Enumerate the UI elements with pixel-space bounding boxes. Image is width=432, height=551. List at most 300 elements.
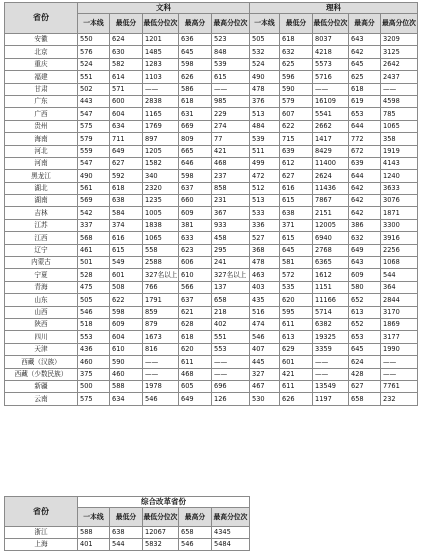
science-value-cell: 658 bbox=[349, 393, 381, 405]
arts-min-rank-header: 最低分位次 bbox=[143, 14, 179, 34]
arts-value-cell: 665 bbox=[179, 145, 212, 157]
arts-value-cell: 461 bbox=[78, 244, 110, 256]
main-table-body bbox=[5, 34, 418, 406]
arts-value-cell: 579 bbox=[78, 133, 110, 145]
table-row bbox=[5, 318, 418, 330]
arts-value-cell: 539 bbox=[212, 58, 250, 70]
science-value-cell: 609 bbox=[349, 269, 381, 281]
reform-value-cell: 401 bbox=[78, 539, 110, 551]
table-row bbox=[5, 157, 418, 169]
arts-value-cell: 633 bbox=[179, 232, 212, 244]
science-value-cell: 627 bbox=[280, 170, 313, 182]
arts-value-cell: 468 bbox=[179, 368, 212, 380]
arts-value-cell: 660 bbox=[179, 195, 212, 207]
science-value-cell: —— bbox=[313, 356, 349, 368]
arts-value-cell: 649 bbox=[179, 393, 212, 405]
province-cell: 青海 bbox=[5, 281, 78, 293]
reform-first-tier-line-header: 一本线 bbox=[78, 508, 110, 527]
science-value-cell: 772 bbox=[349, 133, 381, 145]
arts-value-cell: 615 bbox=[110, 244, 143, 256]
science-value-cell: 527 bbox=[250, 232, 280, 244]
science-value-cell: 601 bbox=[280, 356, 313, 368]
science-value-cell: 478 bbox=[250, 83, 280, 95]
science-value-cell: 1197 bbox=[313, 393, 349, 405]
arts-value-cell: 571 bbox=[110, 83, 143, 95]
science-value-cell: 474 bbox=[250, 318, 280, 330]
arts-value-cell: 582 bbox=[110, 58, 143, 70]
science-value-cell: 3300 bbox=[381, 219, 418, 231]
table-row bbox=[5, 219, 418, 231]
reform-value-cell: 638 bbox=[110, 527, 143, 539]
arts-value-cell: 500 bbox=[78, 380, 110, 392]
arts-value-cell: 561 bbox=[78, 182, 110, 194]
arts-value-cell: 2838 bbox=[143, 95, 179, 107]
table-row bbox=[5, 306, 418, 318]
arts-value-cell: 626 bbox=[179, 71, 212, 83]
arts-value-cell: 436 bbox=[78, 343, 110, 355]
arts-value-cell: 546 bbox=[143, 393, 179, 405]
arts-value-cell: 620 bbox=[179, 343, 212, 355]
province-cell: 江苏 bbox=[5, 219, 78, 231]
science-value-cell: 652 bbox=[349, 294, 381, 306]
arts-value-cell: 340 bbox=[143, 170, 179, 182]
arts-value-cell: 475 bbox=[78, 281, 110, 293]
province-cell: 上海 bbox=[5, 539, 78, 551]
science-value-cell: 643 bbox=[349, 257, 381, 269]
science-value-cell: 6940 bbox=[313, 232, 349, 244]
science-value-cell: 613 bbox=[280, 331, 313, 343]
arts-value-cell: 1065 bbox=[143, 232, 179, 244]
arts-value-cell: 542 bbox=[78, 207, 110, 219]
arts-value-cell: 550 bbox=[78, 34, 110, 46]
arts-value-cell: 490 bbox=[78, 170, 110, 182]
province-cell: 宁夏 bbox=[5, 269, 78, 281]
arts-value-cell: 1769 bbox=[143, 120, 179, 132]
arts-value-cell: 1103 bbox=[143, 71, 179, 83]
reform-value-cell: 658 bbox=[179, 527, 212, 539]
arts-value-cell: 611 bbox=[179, 356, 212, 368]
science-value-cell: 3916 bbox=[381, 232, 418, 244]
science-value-cell: 645 bbox=[280, 244, 313, 256]
arts-value-cell: 610 bbox=[179, 269, 212, 281]
table-row bbox=[5, 393, 418, 405]
table-row bbox=[5, 380, 418, 392]
province-cell: 贵州 bbox=[5, 120, 78, 132]
arts-value-cell: 590 bbox=[110, 356, 143, 368]
arts-value-cell: 696 bbox=[212, 380, 250, 392]
arts-value-cell: 622 bbox=[110, 294, 143, 306]
science-first-tier-line-header: 一本线 bbox=[250, 14, 280, 34]
arts-value-cell: 649 bbox=[110, 145, 143, 157]
science-value-cell: 643 bbox=[349, 34, 381, 46]
science-value-cell: 535 bbox=[280, 281, 313, 293]
science-value-cell: 642 bbox=[349, 195, 381, 207]
reform-value-cell: 544 bbox=[110, 539, 143, 551]
science-value-cell: 516 bbox=[250, 306, 280, 318]
arts-value-cell: 598 bbox=[110, 306, 143, 318]
arts-value-cell: 1235 bbox=[143, 195, 179, 207]
arts-value-cell: —— bbox=[143, 356, 179, 368]
science-value-cell: —— bbox=[381, 356, 418, 368]
arts-value-cell: 575 bbox=[78, 120, 110, 132]
arts-value-cell: 766 bbox=[143, 281, 179, 293]
reform-value-cell: 588 bbox=[78, 527, 110, 539]
reform-max-score-header: 最高分 bbox=[179, 508, 212, 527]
science-value-cell: 644 bbox=[349, 120, 381, 132]
arts-value-cell: 588 bbox=[110, 380, 143, 392]
arts-value-cell: 623 bbox=[179, 244, 212, 256]
arts-value-cell: 858 bbox=[212, 182, 250, 194]
arts-value-cell: 636 bbox=[179, 34, 212, 46]
science-value-cell: 16109 bbox=[313, 95, 349, 107]
science-max-rank-header: 最高分位次 bbox=[381, 14, 418, 34]
science-value-cell: 7761 bbox=[381, 380, 418, 392]
science-value-cell: 5541 bbox=[313, 108, 349, 120]
reform-value-cell: 546 bbox=[179, 539, 212, 551]
arts-value-cell: 1165 bbox=[143, 108, 179, 120]
table-row bbox=[5, 368, 418, 380]
table-row bbox=[5, 331, 418, 343]
arts-value-cell: 547 bbox=[78, 108, 110, 120]
science-value-cell: 7867 bbox=[313, 195, 349, 207]
science-value-cell: 572 bbox=[280, 269, 313, 281]
science-value-cell: 6382 bbox=[313, 318, 349, 330]
science-value-cell: 3170 bbox=[381, 306, 418, 318]
arts-value-cell: 1205 bbox=[143, 145, 179, 157]
province-cell: 陕西 bbox=[5, 318, 78, 330]
science-value-cell: 3076 bbox=[381, 195, 418, 207]
science-value-cell: 513 bbox=[250, 108, 280, 120]
table-row bbox=[5, 34, 418, 46]
science-value-cell: 639 bbox=[280, 145, 313, 157]
arts-value-cell: 568 bbox=[78, 232, 110, 244]
science-value-cell: 629 bbox=[280, 343, 313, 355]
arts-value-cell: 505 bbox=[78, 294, 110, 306]
science-value-cell: 653 bbox=[349, 331, 381, 343]
arts-value-cell: 501 bbox=[78, 257, 110, 269]
arts-value-cell: 606 bbox=[179, 257, 212, 269]
arts-value-cell: 645 bbox=[179, 46, 212, 58]
science-value-cell: 627 bbox=[349, 380, 381, 392]
science-value-cell: 595 bbox=[280, 306, 313, 318]
province-cell: 浙江 bbox=[5, 527, 78, 539]
science-value-cell: 625 bbox=[280, 58, 313, 70]
province-cell: 黑龙江 bbox=[5, 170, 78, 182]
science-value-cell: 511 bbox=[250, 145, 280, 157]
arts-value-cell: 546 bbox=[78, 306, 110, 318]
arts-value-cell: 604 bbox=[110, 331, 143, 343]
arts-value-cell: 137 bbox=[212, 281, 250, 293]
arts-value-cell: 638 bbox=[110, 195, 143, 207]
science-value-cell: —— bbox=[381, 368, 418, 380]
science-value-cell: 672 bbox=[349, 145, 381, 157]
science-value-cell: 1068 bbox=[381, 257, 418, 269]
science-value-cell: 386 bbox=[349, 219, 381, 231]
arts-value-cell: 634 bbox=[110, 393, 143, 405]
science-value-cell: 484 bbox=[250, 120, 280, 132]
table-row bbox=[5, 257, 418, 269]
science-value-cell: 463 bbox=[250, 269, 280, 281]
science-value-cell: 581 bbox=[280, 257, 313, 269]
arts-value-cell: —— bbox=[143, 368, 179, 380]
arts-value-cell: 524 bbox=[78, 58, 110, 70]
arts-value-cell: 576 bbox=[78, 46, 110, 58]
science-value-cell: 632 bbox=[280, 46, 313, 58]
science-value-cell: 611 bbox=[280, 380, 313, 392]
province-cell: 内蒙古 bbox=[5, 257, 78, 269]
arts-value-cell: 126 bbox=[212, 393, 250, 405]
arts-value-cell: 1791 bbox=[143, 294, 179, 306]
arts-value-cell: 229 bbox=[212, 108, 250, 120]
reform-province-header: 省份 bbox=[5, 497, 78, 527]
science-value-cell: 612 bbox=[280, 157, 313, 169]
science-value-cell: 645 bbox=[349, 343, 381, 355]
science-value-cell: 625 bbox=[349, 71, 381, 83]
science-value-cell: 653 bbox=[349, 108, 381, 120]
table-row bbox=[5, 244, 418, 256]
province-cell: 西藏（汉族） bbox=[5, 356, 78, 368]
arts-value-cell: 598 bbox=[179, 58, 212, 70]
arts-value-cell: 375 bbox=[78, 368, 110, 380]
science-value-cell: —— bbox=[313, 83, 349, 95]
science-value-cell: 421 bbox=[280, 368, 313, 380]
science-value-cell: 4598 bbox=[381, 95, 418, 107]
science-value-cell: 579 bbox=[280, 95, 313, 107]
science-value-cell: 642 bbox=[349, 207, 381, 219]
table-row bbox=[5, 281, 418, 293]
science-value-cell: 3125 bbox=[381, 46, 418, 58]
science-value-cell: 490 bbox=[250, 71, 280, 83]
reform-value-cell: 5484 bbox=[212, 539, 250, 551]
province-cell: 重庆 bbox=[5, 58, 78, 70]
arts-value-cell: 528 bbox=[78, 269, 110, 281]
arts-value-cell: 616 bbox=[110, 232, 143, 244]
science-value-cell: 371 bbox=[280, 219, 313, 231]
science-value-cell: 1990 bbox=[381, 343, 418, 355]
province-cell: 西藏（少数民族） bbox=[5, 368, 78, 380]
science-value-cell: 2437 bbox=[381, 71, 418, 83]
science-max-score-header: 最高分 bbox=[349, 14, 381, 34]
science-value-cell: 642 bbox=[349, 46, 381, 58]
science-value-cell: 1240 bbox=[381, 170, 418, 182]
arts-value-cell: 231 bbox=[212, 195, 250, 207]
arts-value-cell: 518 bbox=[78, 318, 110, 330]
arts-value-cell: 337 bbox=[78, 219, 110, 231]
science-value-cell: 512 bbox=[250, 182, 280, 194]
arts-value-cell: 859 bbox=[143, 306, 179, 318]
arts-value-cell: 669 bbox=[179, 120, 212, 132]
province-cell: 安徽 bbox=[5, 34, 78, 46]
arts-value-cell: 584 bbox=[110, 207, 143, 219]
science-value-cell: 639 bbox=[349, 157, 381, 169]
arts-value-cell: 295 bbox=[212, 244, 250, 256]
science-value-cell: 467 bbox=[250, 380, 280, 392]
province-cell: 天津 bbox=[5, 343, 78, 355]
admission-scores-table bbox=[4, 2, 418, 406]
arts-value-cell: 618 bbox=[179, 331, 212, 343]
science-value-cell: 607 bbox=[280, 108, 313, 120]
science-value-cell: 1919 bbox=[381, 145, 418, 157]
province-cell: 吉林 bbox=[5, 207, 78, 219]
arts-value-cell: 586 bbox=[179, 83, 212, 95]
reform-group-header: 综合改革省份 bbox=[78, 497, 250, 508]
science-min-score-header: 最低分 bbox=[280, 14, 313, 34]
arts-max-score-header: 最高分 bbox=[179, 14, 212, 34]
arts-value-cell: 1582 bbox=[143, 157, 179, 169]
science-value-cell: 232 bbox=[381, 393, 418, 405]
table-row bbox=[5, 133, 418, 145]
arts-value-cell: 381 bbox=[179, 219, 212, 231]
science-value-cell: —— bbox=[313, 368, 349, 380]
reform-min-rank-header: 最低分位次 bbox=[143, 508, 179, 527]
arts-value-cell: 553 bbox=[212, 343, 250, 355]
science-value-cell: 5714 bbox=[313, 306, 349, 318]
province-cell: 河南 bbox=[5, 157, 78, 169]
arts-value-cell: 592 bbox=[110, 170, 143, 182]
arts-value-cell: 559 bbox=[78, 145, 110, 157]
science-value-cell: 478 bbox=[250, 257, 280, 269]
province-cell: 广东 bbox=[5, 95, 78, 107]
science-value-cell: 539 bbox=[250, 133, 280, 145]
arts-value-cell: 443 bbox=[78, 95, 110, 107]
science-value-cell: 580 bbox=[349, 281, 381, 293]
arts-value-cell: 933 bbox=[212, 219, 250, 231]
science-value-cell: 622 bbox=[280, 120, 313, 132]
science-value-cell: 8429 bbox=[313, 145, 349, 157]
arts-value-cell: 646 bbox=[179, 157, 212, 169]
arts-value-cell: 809 bbox=[179, 133, 212, 145]
science-value-cell: 4218 bbox=[313, 46, 349, 58]
arts-value-cell: 610 bbox=[110, 343, 143, 355]
arts-value-cell: 658 bbox=[212, 294, 250, 306]
arts-value-cell: 551 bbox=[78, 71, 110, 83]
science-value-cell: 327 bbox=[250, 368, 280, 380]
arts-value-cell: 634 bbox=[110, 120, 143, 132]
arts-min-score-header: 最低分 bbox=[110, 14, 143, 34]
science-value-cell: 1871 bbox=[381, 207, 418, 219]
science-value-cell: 642 bbox=[349, 182, 381, 194]
science-value-cell: 435 bbox=[250, 294, 280, 306]
table-row bbox=[5, 46, 418, 58]
arts-value-cell: 274 bbox=[212, 120, 250, 132]
science-value-cell: —— bbox=[381, 83, 418, 95]
science-value-cell: 6365 bbox=[313, 257, 349, 269]
science-value-cell: 785 bbox=[381, 108, 418, 120]
science-value-cell: 611 bbox=[280, 318, 313, 330]
table-row bbox=[5, 120, 418, 132]
table-row bbox=[5, 108, 418, 120]
table-row bbox=[5, 356, 418, 368]
table-row bbox=[5, 294, 418, 306]
province-cell: 山西 bbox=[5, 306, 78, 318]
science-value-cell: 1612 bbox=[313, 269, 349, 281]
reform-max-rank-header: 最高分位次 bbox=[212, 508, 250, 527]
table-row bbox=[5, 343, 418, 355]
science-value-cell: 618 bbox=[280, 34, 313, 46]
science-value-cell: 1065 bbox=[381, 120, 418, 132]
science-value-cell: 615 bbox=[280, 195, 313, 207]
science-value-cell: 403 bbox=[250, 281, 280, 293]
arts-value-cell: 374 bbox=[110, 219, 143, 231]
arts-value-cell: 237 bbox=[212, 170, 250, 182]
science-value-cell: 2844 bbox=[381, 294, 418, 306]
science-value-cell: 644 bbox=[349, 170, 381, 182]
arts-value-cell: 402 bbox=[212, 318, 250, 330]
arts-value-cell: 367 bbox=[212, 207, 250, 219]
science-value-cell: 4143 bbox=[381, 157, 418, 169]
science-group-header: 理科 bbox=[250, 3, 418, 14]
science-value-cell: 626 bbox=[280, 393, 313, 405]
arts-value-cell: 604 bbox=[110, 108, 143, 120]
arts-value-cell: 549 bbox=[110, 257, 143, 269]
science-value-cell: 1151 bbox=[313, 281, 349, 293]
arts-value-cell: 558 bbox=[143, 244, 179, 256]
arts-value-cell: 601 bbox=[110, 269, 143, 281]
arts-first-tier-line-header: 一本线 bbox=[78, 14, 110, 34]
province-cell: 江西 bbox=[5, 232, 78, 244]
table-row bbox=[5, 95, 418, 107]
science-value-cell: 532 bbox=[250, 46, 280, 58]
arts-value-cell: 569 bbox=[78, 195, 110, 207]
arts-value-cell: 609 bbox=[110, 318, 143, 330]
science-value-cell: 530 bbox=[250, 393, 280, 405]
science-value-cell: 428 bbox=[349, 368, 381, 380]
science-value-cell: 2624 bbox=[313, 170, 349, 182]
province-cell: 山东 bbox=[5, 294, 78, 306]
science-value-cell: 407 bbox=[250, 343, 280, 355]
arts-value-cell: 1201 bbox=[143, 34, 179, 46]
science-value-cell: 645 bbox=[349, 58, 381, 70]
province-cell: 新疆 bbox=[5, 380, 78, 392]
arts-value-cell: 458 bbox=[212, 232, 250, 244]
science-value-cell: 376 bbox=[250, 95, 280, 107]
arts-value-cell: 897 bbox=[143, 133, 179, 145]
province-cell: 北京 bbox=[5, 46, 78, 58]
province-cell: 云南 bbox=[5, 393, 78, 405]
science-value-cell: 3177 bbox=[381, 331, 418, 343]
science-value-cell: 632 bbox=[349, 232, 381, 244]
arts-value-cell: 627 bbox=[110, 157, 143, 169]
science-value-cell: 445 bbox=[250, 356, 280, 368]
science-value-cell: 649 bbox=[349, 244, 381, 256]
arts-value-cell: 618 bbox=[179, 95, 212, 107]
province-cell: 湖南 bbox=[5, 195, 78, 207]
science-value-cell: 358 bbox=[381, 133, 418, 145]
arts-group-header: 文科 bbox=[78, 3, 250, 14]
arts-value-cell: 508 bbox=[110, 281, 143, 293]
science-value-cell: 3359 bbox=[313, 343, 349, 355]
science-value-cell: 1417 bbox=[313, 133, 349, 145]
science-value-cell: 11436 bbox=[313, 182, 349, 194]
arts-value-cell: 1838 bbox=[143, 219, 179, 231]
science-value-cell: 619 bbox=[349, 95, 381, 107]
science-min-rank-header: 最低分位次 bbox=[313, 14, 349, 34]
arts-value-cell: 816 bbox=[143, 343, 179, 355]
arts-value-cell: 553 bbox=[78, 331, 110, 343]
arts-value-cell: 1005 bbox=[143, 207, 179, 219]
science-value-cell: 624 bbox=[349, 356, 381, 368]
arts-value-cell: 637 bbox=[179, 182, 212, 194]
science-value-cell: 638 bbox=[280, 207, 313, 219]
province-cell: 河北 bbox=[5, 145, 78, 157]
arts-value-cell: 1485 bbox=[143, 46, 179, 58]
arts-value-cell: 879 bbox=[143, 318, 179, 330]
science-value-cell: 3209 bbox=[381, 34, 418, 46]
province-cell: 甘肃 bbox=[5, 83, 78, 95]
arts-value-cell: 605 bbox=[179, 380, 212, 392]
arts-value-cell: 218 bbox=[212, 306, 250, 318]
science-value-cell: 2151 bbox=[313, 207, 349, 219]
